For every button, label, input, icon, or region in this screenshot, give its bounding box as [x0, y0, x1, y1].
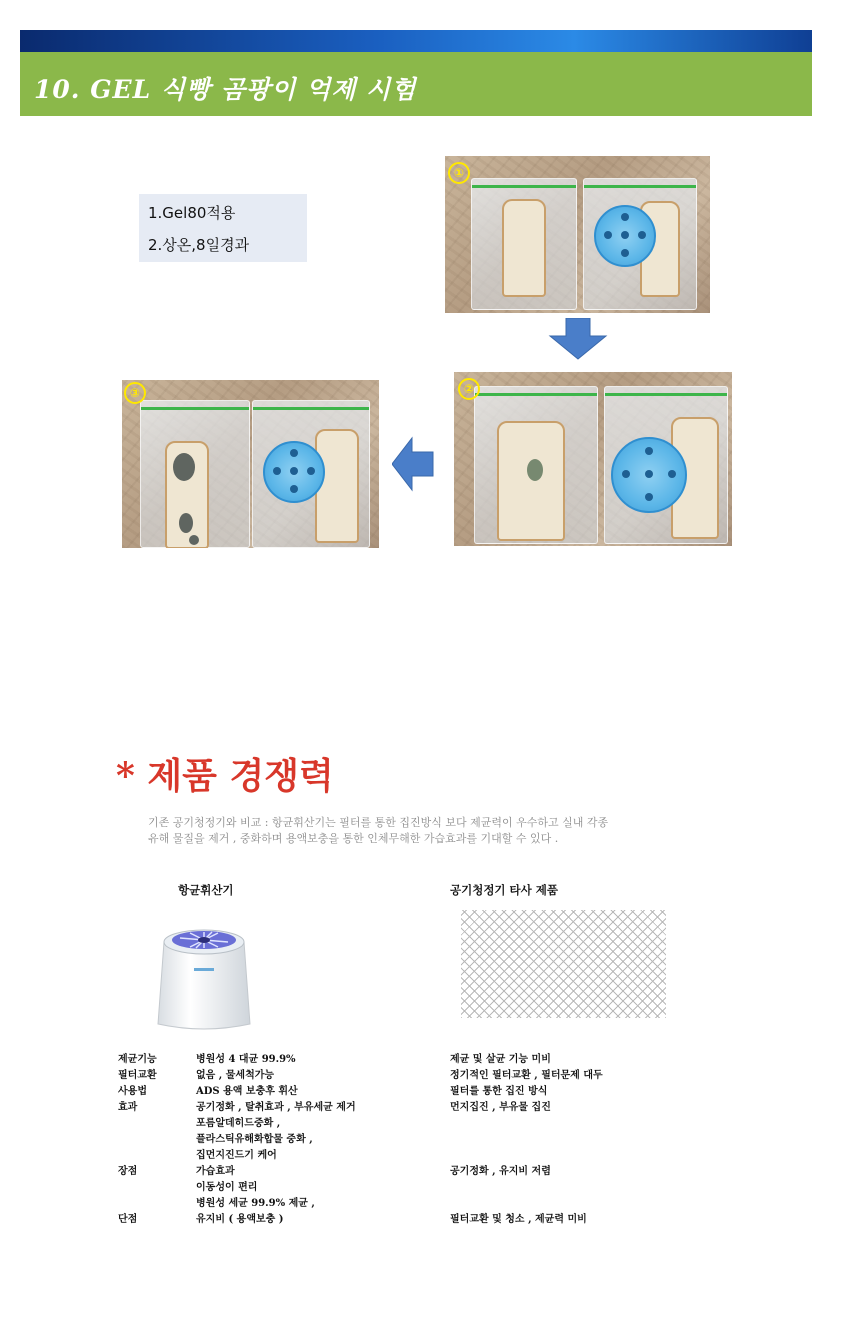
product-value: 플라스틱유해화합물 중화 ,: [196, 1134, 313, 1145]
step-number-badge: ①: [448, 162, 470, 184]
step-number-badge: ②: [458, 378, 480, 400]
competitor-value: 제균 및 살균 기능 미비: [450, 1054, 551, 1065]
table-row: [118, 1084, 678, 1100]
product-value: 없음 , 물세척가능: [196, 1070, 275, 1081]
table-row: [118, 1100, 678, 1116]
table-row: [118, 1164, 678, 1180]
note-line-2: 2.상온,8일경과: [148, 236, 250, 254]
table-row: [118, 1052, 678, 1068]
section-title: * 제품 경쟁력: [116, 755, 334, 797]
intro-line-2: 유해 물질을 제거 , 중화하며 용액보충을 통한 인체무해한 가습효과를 기대할 수 있다 .: [148, 832, 559, 845]
column-heading-product: 항균휘산기: [178, 883, 234, 897]
intro-line-1: 기존 공기청정기와 비교 : 항균휘산기는 필터를 통한 집진방식 보다 제균력이 우수하고 실내 각종: [148, 816, 609, 829]
note-line-1: 1.Gel80적용: [148, 204, 236, 222]
table-row: [118, 1180, 678, 1196]
photo-step-2: [454, 372, 732, 546]
column-heading-competitor: 공기청정기 타사 제품: [450, 883, 558, 897]
row-label: 장점: [118, 1166, 138, 1177]
photo-step-1: [445, 156, 710, 313]
competitor-value: 먼지집진 , 부유물 집진: [450, 1102, 551, 1113]
competitor-value: 정기적인 필터교환 , 필터문제 대두: [450, 1070, 603, 1081]
competitor-value: 필터를 통한 집진 방식: [450, 1086, 548, 1097]
arrow-left-icon: [392, 436, 434, 492]
arrow-down-icon: [548, 318, 608, 360]
row-label: 효과: [118, 1102, 138, 1113]
table-row: [118, 1132, 678, 1148]
row-label: 사용법: [118, 1086, 147, 1097]
page-title: 10. GEL 식빵 곰팡이 억제 시험: [34, 75, 417, 104]
table-row: [118, 1068, 678, 1084]
bag-left: [474, 386, 598, 544]
bag-right: [252, 400, 370, 548]
row-label: 제균기능: [118, 1054, 157, 1065]
competitor-pattern-image: [461, 910, 666, 1018]
table-row: [118, 1116, 678, 1132]
table-row: [118, 1196, 678, 1212]
product-value: 포름알데히드중화 ,: [196, 1118, 281, 1129]
comparison-table: [118, 1052, 678, 1228]
photo-step-3: [122, 380, 379, 548]
row-label: 단점: [118, 1214, 138, 1225]
header-blue-band: [20, 30, 812, 52]
product-value: 가습효과: [196, 1166, 235, 1177]
table-row: [118, 1148, 678, 1164]
step-number-badge: ③: [124, 382, 146, 404]
gel-disc: [263, 441, 325, 503]
device-image: [150, 916, 258, 1034]
bag-right: [604, 386, 728, 544]
gel-disc: [611, 437, 687, 513]
product-value: 병원성 세균 99.9% 제균 ,: [196, 1198, 315, 1209]
product-value: 병원성 4 대균 99.9%: [196, 1054, 296, 1065]
product-value: ADS 용액 보충후 휘산: [196, 1086, 298, 1097]
product-value: 공기정화 , 탈취효과 , 부유세균 제거: [196, 1102, 356, 1113]
table-row: [118, 1212, 678, 1228]
bread-slice: [497, 421, 565, 541]
bag-left: [471, 178, 577, 310]
bread-slice: [502, 199, 546, 297]
row-label: 필터교환: [118, 1070, 157, 1081]
product-value: 이동성이 편리: [196, 1182, 258, 1193]
competitor-value: 공기정화 , 유지비 저렴: [450, 1166, 551, 1177]
bread-slice: [165, 441, 209, 548]
competitor-value: 필터교환 및 청소 , 제균력 미비: [450, 1214, 587, 1225]
product-value: 집먼지진드기 케어: [196, 1150, 277, 1161]
bag-right: [583, 178, 697, 310]
gel-disc: [594, 205, 656, 267]
bag-left: [140, 400, 250, 548]
product-value: 유지비 ( 용액보충 ): [196, 1214, 284, 1225]
